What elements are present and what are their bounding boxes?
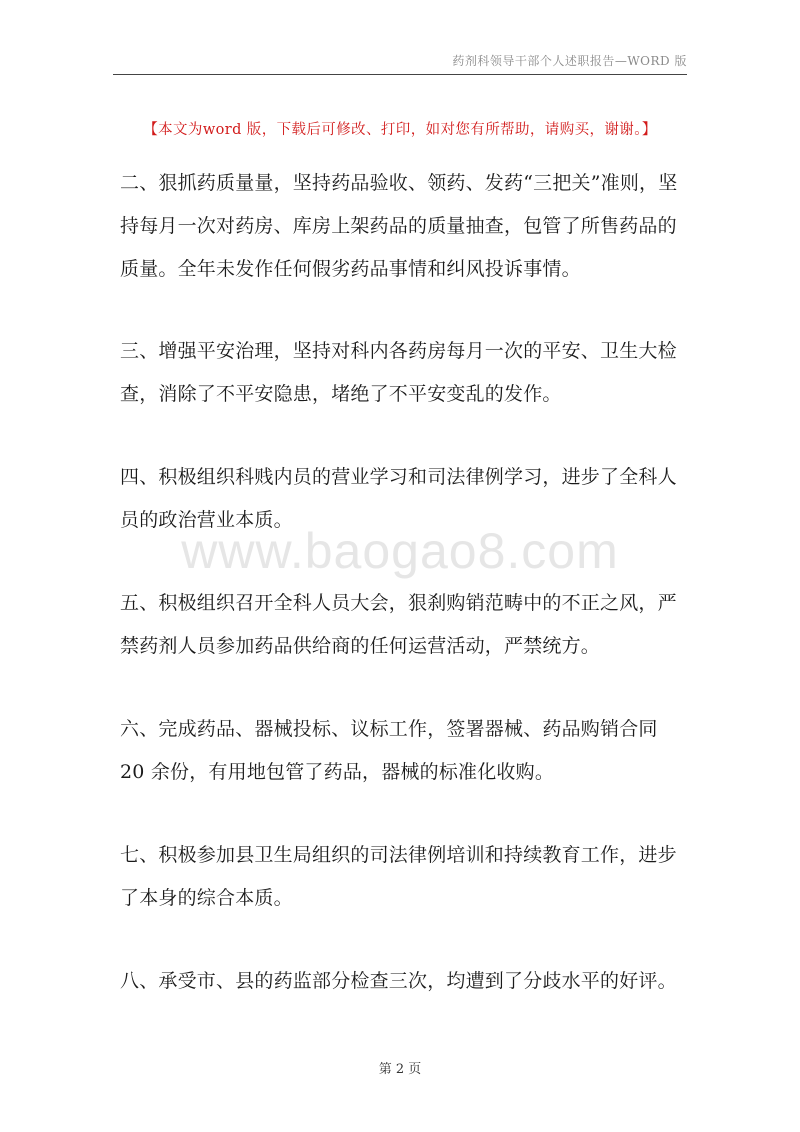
page-number: 第 2 页 bbox=[378, 1062, 422, 1077]
download-notice: 【本文为word 版，下载后可修改、打印，如对您有所帮助，请购买，谢谢。】 bbox=[143, 122, 657, 138]
paragraph-item-3: 三、增强平安治理，坚持对科内各药房每月一次的平安、卫生大检查，消除了不平安隐患，堵绝了不平安变乱的发作。 bbox=[120, 340, 677, 405]
watermark: www.baogao8.com bbox=[181, 523, 619, 579]
paragraph-item-7: 七、积极参加县卫生局组织的司法律例培训和持续教育工作，进步了本身的综合本质。 bbox=[120, 844, 677, 909]
paragraph-item-2: 二、狠抓药质量量，坚持药品验收、领药、发药“三把关”准则，坚持每月一次对药房、库房上架药品的质量抽查，包管了所售药品的质量。全年未发作任何假劣药品事情和纠风投诉事情。 bbox=[120, 172, 678, 280]
paragraph-item-4: 四、积极组织科贱内员的营业学习和司法律例学习，进步了全科人员的政治营业本质。 bbox=[120, 466, 677, 531]
header-divider bbox=[113, 74, 687, 75]
paragraph-item-8: 八、承受市、县的药监部分检查三次，均遭到了分歧水平的好评。 bbox=[120, 970, 677, 992]
paragraph-item-5: 五、积极组织召开全科人员大会，狠刹购销范畴中的不正之风，严禁药剂人员参加药品供给商的任何运营活动，严禁统方。 bbox=[120, 592, 677, 657]
document-header-title: 药剂科领导干部个人述职报告—WORD 版 bbox=[452, 54, 687, 68]
paragraph-item-6: 六、完成药品、器械投标、议标工作，签署器械、药品购销合同 20 余份，有用地包管了药品，器械的标准化收购。 bbox=[120, 718, 658, 783]
